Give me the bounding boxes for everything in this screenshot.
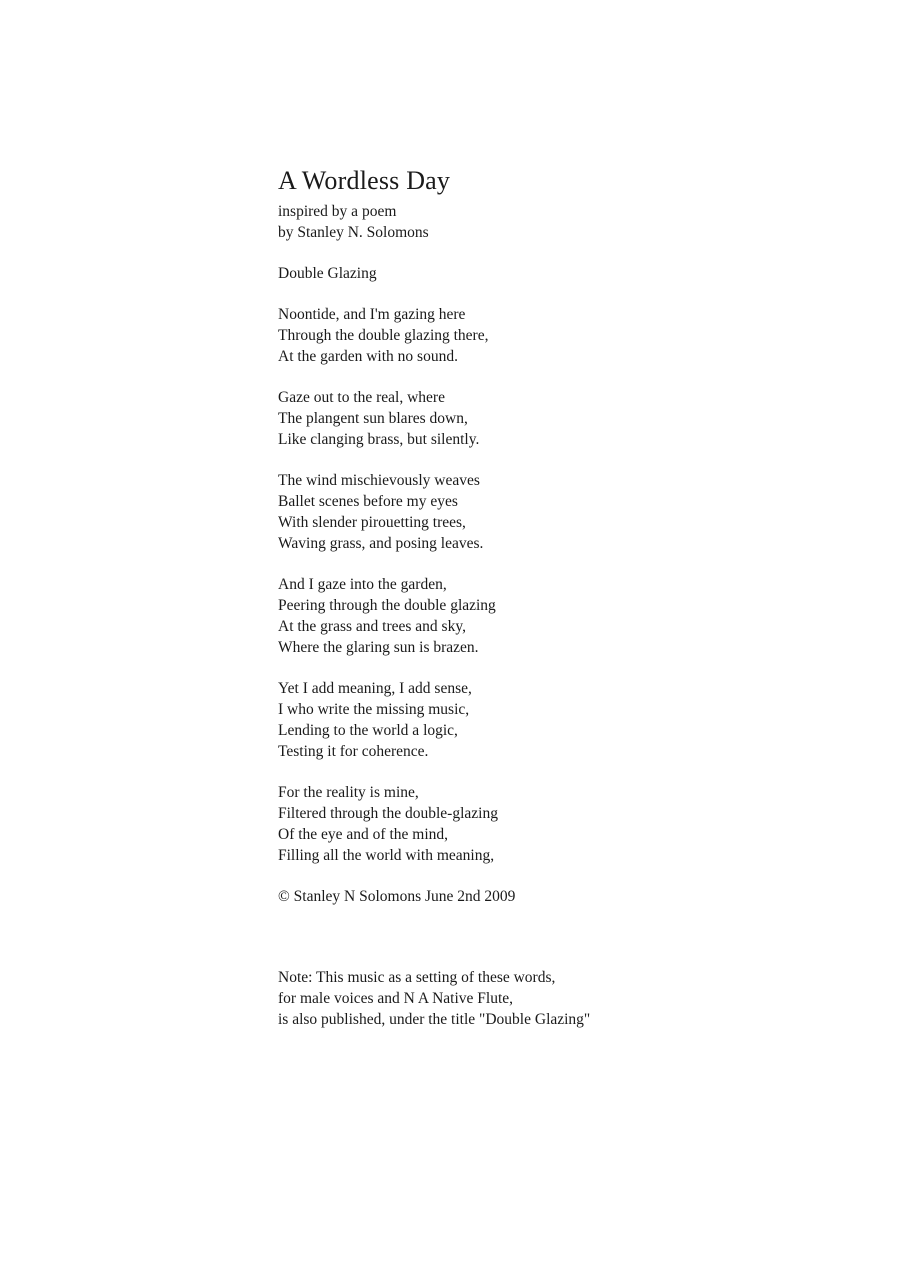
note-line: Note: This music as a setting of these words, [278, 969, 556, 986]
stanza-5 [278, 678, 838, 762]
verse-line: Through the double glazing there, [278, 327, 489, 344]
verse-line: And I gaze into the garden, [278, 576, 447, 593]
verse-line: Filling all the world with meaning, [278, 847, 495, 864]
stanza-2 [278, 387, 838, 450]
verse-line: Noontide, and I'm gazing here [278, 306, 466, 323]
verse-line: The plangent sun blares down, [278, 410, 468, 427]
verse-line: Waving grass, and posing leaves. [278, 535, 484, 552]
subtitle-line: by Stanley N. Solomons [278, 224, 429, 241]
verse-line: Ballet scenes before my eyes [278, 493, 458, 510]
verse-line: Gaze out to the real, where [278, 389, 445, 406]
verse-line: For the reality is mine, [278, 784, 419, 801]
verse-line: Where the glaring sun is brazen. [278, 639, 479, 656]
verse-line: Lending to the world a logic, [278, 722, 458, 739]
note-line: is also published, under the title "Double Glazing" [278, 1011, 591, 1028]
verse-line: Of the eye and of the mind, [278, 826, 449, 843]
note-line: for male voices and N A Native Flute, [278, 990, 514, 1007]
page-title: A Wordless Day [278, 166, 451, 195]
verse-line: At the garden with no sound. [278, 348, 458, 365]
verse-line: The wind mischievously weaves [278, 472, 480, 489]
subtitle-block [278, 201, 838, 243]
poem-body [278, 165, 838, 1030]
verse-line: Yet I add meaning, I add sense, [278, 680, 472, 697]
section-heading: Double Glazing [278, 265, 377, 282]
verse-line: At the grass and trees and sky, [278, 618, 466, 635]
verse-line: Filtered through the double-glazing [278, 805, 498, 822]
stanza-6 [278, 782, 838, 866]
verse-line: Testing it for coherence. [278, 743, 429, 760]
stanza-3 [278, 470, 838, 554]
copyright-notice: © Stanley N Solomons June 2nd 2009 [278, 888, 516, 905]
verse-line: With slender pirouetting trees, [278, 514, 466, 531]
subtitle-line: inspired by a poem [278, 203, 397, 220]
stanza-4 [278, 574, 838, 658]
verse-line: Peering through the double glazing [278, 597, 496, 614]
verse-line: Like clanging brass, but silently. [278, 431, 480, 448]
verse-line: I who write the missing music, [278, 701, 470, 718]
stanza-1 [278, 304, 838, 367]
publication-note [278, 967, 838, 1030]
